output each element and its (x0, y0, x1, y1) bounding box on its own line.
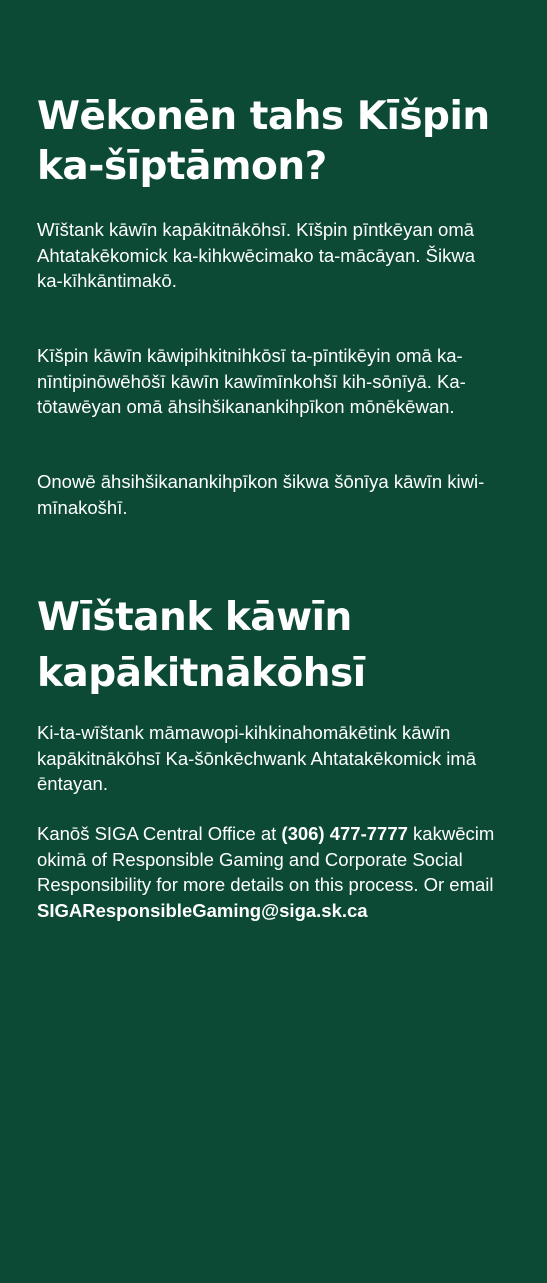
contact-text-intro: Kanōš SIGA Central Office at (37, 823, 282, 844)
paragraph-3: Onowē āhsihšikanankihpīkon šikwa šōnīya kāwīn kiwi-mīnakošhī. (37, 471, 485, 518)
paragraph-4: Ki-ta-wīštank māmawopi-kihkinahomākētink kāwīn kapākitnākōhsī Ka-šōnkēchwank Ahtatakēkomick imā ēntayan. (37, 722, 477, 794)
phone-number[interactable]: (306) 477-7777 (281, 823, 408, 844)
contact-text-rest: kakwēcim okimā of Responsible Gaming and Corporate Social Responsibility for more details on this process. Or email (37, 823, 495, 895)
section-heading-2: Wīštank kāwīn kapākitnākōhsī (37, 595, 366, 696)
contact-paragraph (37, 821, 497, 923)
paragraph-2: Kīšpin kāwīn kāwipihkitnihkōsī ta-pīntikēyin omā ka-nīntipinōwēhōšī kāwīn kawīmīnkohšī kih-sōnīyā. Ka-tōtawēyan omā āhsihšikanankihpīkon mōnēkēwan. (37, 345, 466, 417)
email-link[interactable]: SIGAResponsibleGaming@siga.sk.ca (37, 899, 368, 921)
section-heading-1: Wēkonēn tahs Kīšpin ka-šīptāmon? (37, 94, 490, 189)
paragraph-1: Wīštank kāwīn kapākitnākōhsī. Kīšpin pīntkēyan omā Ahtatakēkomick ka-kihkwēcimako ta-mācāyan. Šikwa ka-kīhkāntimakō. (37, 219, 475, 291)
